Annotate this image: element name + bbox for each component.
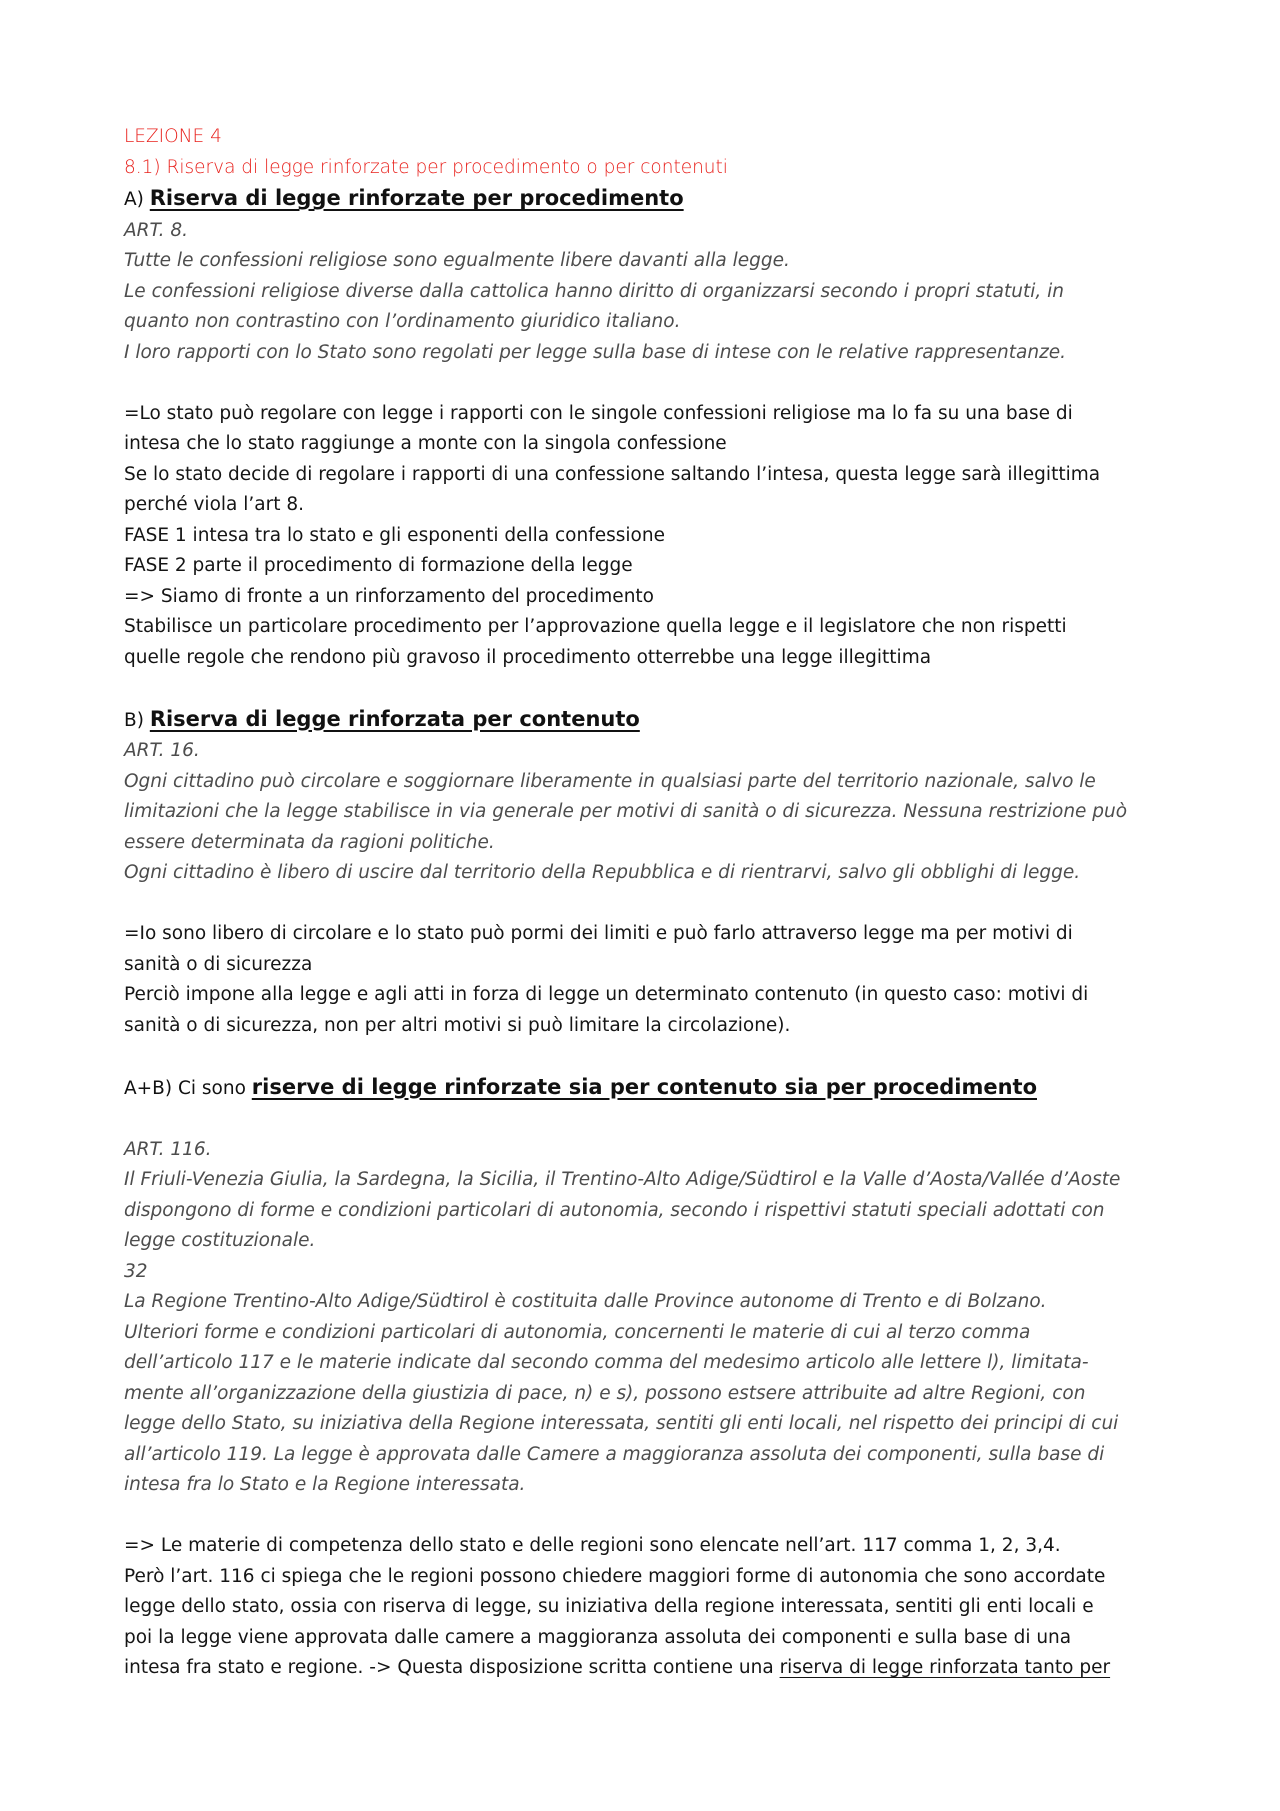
- body-line: => Siamo di fronte a un rinforzamento del procedimento: [124, 585, 654, 607]
- section-a-prefix: A): [124, 189, 144, 210]
- section-b-prefix: B): [124, 709, 144, 731]
- quote-line: legge dello Stato, su iniziativa della Regione interessata, sentiti gli enti locali, nel rispetto dei principi di cui: [124, 1413, 1119, 1434]
- section-b-body: [124, 919, 1170, 1041]
- body-line: quelle regole che rendono più gravoso il procedimento otterrebbe una legge illegittima: [124, 646, 932, 668]
- quote-line: I loro rapporti con lo Stato sono regolati per legge sulla base di intese con le relative rappresentanze.: [124, 341, 1067, 363]
- body-line: sanità o di sicurezza: [124, 953, 313, 975]
- body-line: FASE 2 parte il procedimento di formazione della legge: [124, 555, 633, 576]
- body-text: intesa fra stato e regione. -> Questa disposizione scritta contiene una: [124, 1657, 780, 1678]
- section-ab-prefix: A+B) Ci sono: [124, 1077, 246, 1099]
- section-ab-quote: [124, 1135, 1170, 1501]
- section-a-quote: [124, 216, 1170, 369]
- spacer: [124, 889, 1170, 920]
- quote-line: Ogni cittadino è libero di uscire dal territorio della Repubblica e di rientrarvi, salvo gli obblighi di legge.: [124, 862, 1081, 883]
- body-line: Perciò impone alla legge e agli atti in forza di legge un determinato contenuto (in questo caso: motivi di: [124, 984, 1089, 1005]
- quote-line: Tutte le confessioni religiose sono egualmente libere davanti alla legge.: [124, 250, 790, 271]
- section-ab-heading: [124, 1072, 1170, 1105]
- body-line: legge dello stato, ossia con riserva di legge, su iniziativa della regione interessata, sentiti gli enti locali e: [124, 1596, 1094, 1617]
- underlined-phrase: riserva di legge rinforzata tanto per: [779, 1657, 1111, 1678]
- quote-line: La Regione Trentino-Alto Adige/Südtirol è costituita dalle Province autonome di Trento e di Bolzano.: [124, 1291, 1047, 1312]
- quote-line: limitazioni che la legge stabilisce in via generale per motivi di sanità o di sicurezza. Nessuna restrizione può: [124, 801, 1128, 822]
- quote-line: essere determinata da ragioni politiche.: [124, 831, 495, 853]
- quote-line: intesa fra lo Stato e la Regione interessata.: [124, 1474, 526, 1495]
- quote-line: Il Friuli-Venezia Giulia, la Sardegna, la Sicilia, il Trentino-Alto Adige/Südtirol e la Valle d’Aosta/Vallée d’Aoste: [124, 1169, 1121, 1190]
- spacer: [124, 368, 1170, 399]
- body-line: => Le materie di competenza dello stato e delle regioni sono elencate nell’art. 117 comma 1, 2, 3,4.: [124, 1535, 1061, 1556]
- body-line: Stabilisce un particolare procedimento per l’approvazione quella legge e il legislatore che non rispetti: [124, 616, 1067, 637]
- section-ab-body: [124, 1531, 1170, 1684]
- quote-line: quanto non contrastino con l’ordinamento giuridico italiano.: [124, 311, 681, 332]
- quote-line: Ulteriori forme e condizioni particolari di autonomia, concernenti le materie di cui al terzo comma: [124, 1321, 1031, 1343]
- body-line: perché viola l’art 8.: [124, 494, 304, 515]
- spacer: [124, 673, 1170, 704]
- body-line-last: [124, 1653, 1170, 1684]
- spacer: [124, 1104, 1170, 1135]
- spacer: [124, 1501, 1170, 1532]
- quote-line: Ogni cittadino può circolare e soggiornare liberamente in qualsiasi parte del territorio nazionale, salvo le: [124, 770, 1096, 792]
- section-ab-title: riserve di legge rinforzate sia per contenuto sia per procedimento: [251, 1074, 1037, 1099]
- quote-line: ART. 8.: [124, 219, 189, 241]
- quote-line: 32: [124, 1260, 148, 1282]
- quote-line: dell’articolo 117 e le materie indicate dal secondo comma del medesimo articolo alle lettere l), limitata-: [124, 1352, 1089, 1373]
- section-b-quote: [124, 736, 1170, 889]
- quote-line: Le confessioni religiose diverse dalla cattolica hanno diritto di organizzarsi secondo i propri statuti, in: [124, 280, 1064, 302]
- section-a-body: [124, 399, 1170, 674]
- quote-line: ART. 16.: [124, 740, 200, 761]
- body-line: =Lo stato può regolare con legge i rapporti con le singole confessioni religiose ma lo fa su una base di: [124, 402, 1073, 424]
- quote-line: all’articolo 119. La legge è approvata dalle Camere a maggioranza assoluta dei componenti, sulla base di: [124, 1443, 1105, 1465]
- quote-line: ART. 116.: [124, 1138, 212, 1160]
- body-line: =Io sono libero di circolare e lo stato può pormi dei limiti e può farlo attraverso legge ma per motivi di: [124, 923, 1073, 944]
- quote-line: mente all’organizzazione della giustizia di pace, n) e s), possono estsere attribuite ad altre Regioni, con: [124, 1382, 1086, 1404]
- section-title: 8.1) Riserva di legge rinforzate per procedimento o per contenuti: [124, 156, 728, 178]
- body-line: Se lo stato decide di regolare i rapporti di una confessione saltando l’intesa, questa legge sarà illegittima: [124, 463, 1101, 485]
- body-line: FASE 1 intesa tra lo stato e gli esponenti della confessione: [124, 524, 665, 546]
- section-b-heading: [124, 704, 1170, 737]
- lesson-title: LEZIONE 4: [124, 126, 222, 147]
- quote-line: dispongono di forme e condizioni particolari di autonomia, secondo i rispettivi statuti speciali adottati con: [124, 1199, 1105, 1221]
- body-line: poi la legge viene approvata dalle camere a maggioranza assoluta dei componenti e sulla base di una: [124, 1626, 1072, 1648]
- quote-line: legge costituzionale.: [124, 1230, 316, 1251]
- section-a-title: Riserva di legge rinforzate per procedimento: [149, 186, 684, 210]
- body-line: intesa che lo stato raggiunge a monte con la singola confessione: [124, 433, 727, 454]
- spacer: [124, 1041, 1170, 1072]
- section-a-heading: [124, 183, 1170, 216]
- body-line: sanità o di sicurezza, non per altri motivi si può limitare la circolazione).: [124, 1014, 791, 1036]
- body-line: Però l’art. 116 ci spiega che le regioni possono chiedere maggiori forme di autonomia che sono accordate: [124, 1565, 1106, 1587]
- section-b-title: Riserva di legge rinforzata per contenuto: [149, 706, 640, 731]
